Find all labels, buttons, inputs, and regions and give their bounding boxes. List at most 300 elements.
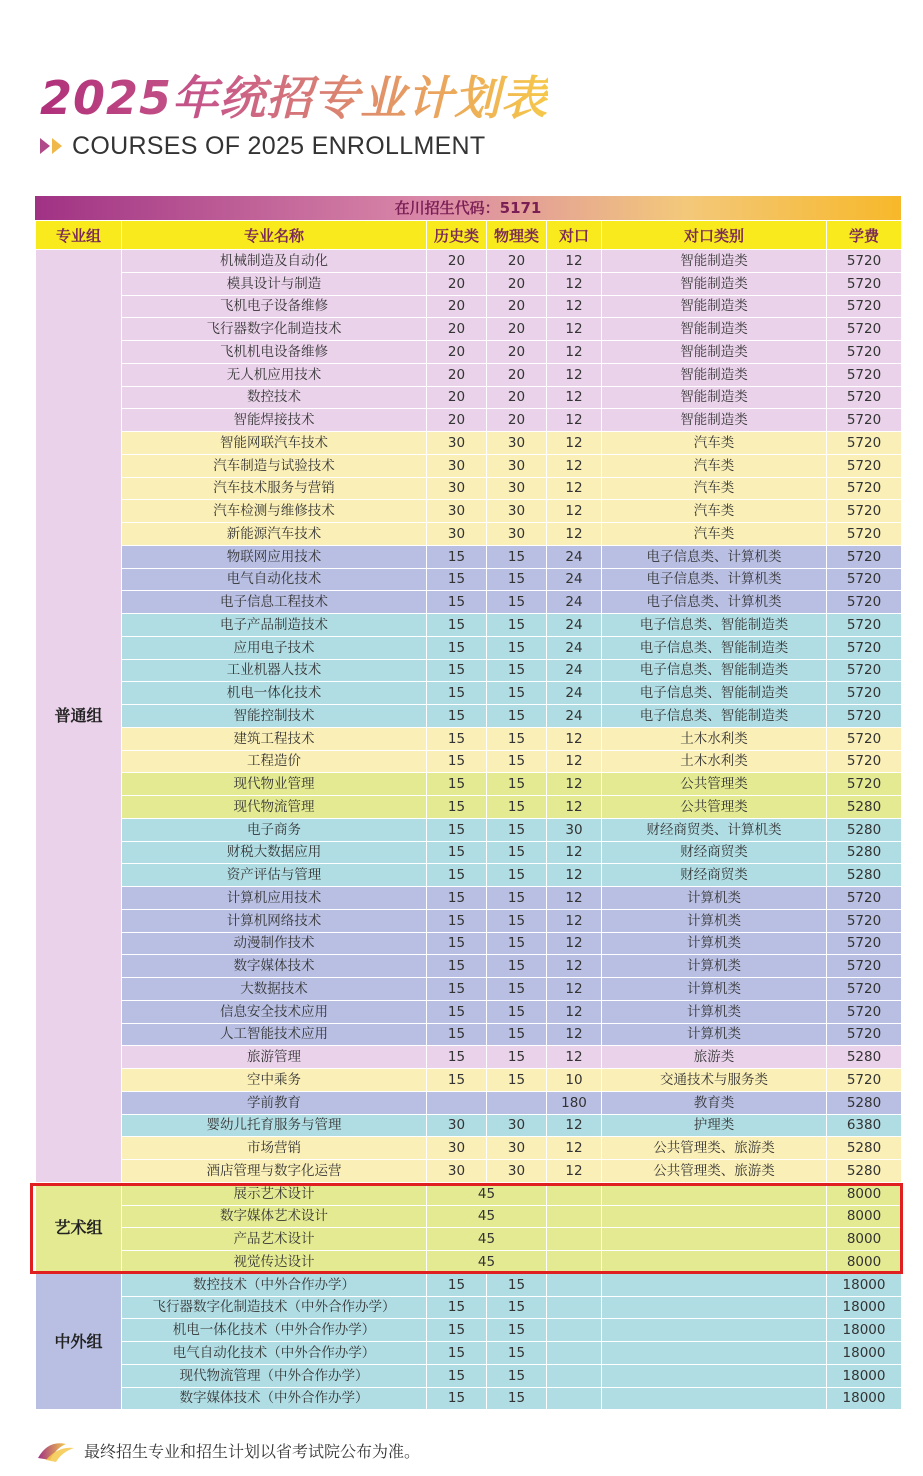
plan-count-cell: 45 <box>427 1205 547 1228</box>
duikou-cell: 12 <box>547 1137 602 1160</box>
physics-quota-cell: 15 <box>487 636 547 659</box>
tuition-cell: 5720 <box>827 636 902 659</box>
duikou-cell <box>547 1182 602 1205</box>
duikou-cell: 12 <box>547 1023 602 1046</box>
history-quota-cell: 30 <box>427 500 487 523</box>
major-name-cell: 机电一体化技术 <box>122 682 427 705</box>
tuition-cell: 5720 <box>827 432 902 455</box>
tuition-cell: 8000 <box>827 1205 902 1228</box>
major-name-cell: 电气自动化技术（中外合作办学） <box>122 1342 427 1365</box>
tuition-cell: 5280 <box>827 1160 902 1183</box>
duikou-category-cell: 电子信息类、计算机类 <box>602 545 827 568</box>
duikou-category-cell: 计算机类 <box>602 887 827 910</box>
tuition-cell: 6380 <box>827 1114 902 1137</box>
duikou-category-cell: 交通技术与服务类 <box>602 1069 827 1092</box>
history-quota-cell: 15 <box>427 1364 487 1387</box>
physics-quota-cell: 30 <box>487 477 547 500</box>
duikou-cell: 30 <box>547 818 602 841</box>
tuition-cell: 5720 <box>827 614 902 637</box>
table-row <box>36 1114 902 1137</box>
history-quota-cell: 15 <box>427 636 487 659</box>
table-row <box>36 955 902 978</box>
duikou-cell: 12 <box>547 909 602 932</box>
major-name-cell: 现代物流管理 <box>122 796 427 819</box>
history-quota-cell: 15 <box>427 773 487 796</box>
tuition-cell: 5720 <box>827 363 902 386</box>
major-name-cell: 电气自动化技术 <box>122 568 427 591</box>
tuition-cell: 5720 <box>827 295 902 318</box>
duikou-category-cell: 电子信息类、智能制造类 <box>602 636 827 659</box>
duikou-cell: 12 <box>547 955 602 978</box>
duikou-category-cell: 智能制造类 <box>602 250 827 273</box>
major-name-cell: 数控技术 <box>122 386 427 409</box>
tuition-cell: 5280 <box>827 841 902 864</box>
table-row <box>36 272 902 295</box>
major-name-cell: 汽车检测与维修技术 <box>122 500 427 523</box>
duikou-category-cell <box>602 1205 827 1228</box>
history-quota-cell <box>427 1091 487 1114</box>
major-name-cell: 婴幼儿托育服务与管理 <box>122 1114 427 1137</box>
duikou-cell <box>547 1364 602 1387</box>
history-quota-cell: 15 <box>427 614 487 637</box>
tuition-cell: 5720 <box>827 682 902 705</box>
duikou-category-cell <box>602 1251 827 1274</box>
table-row <box>36 1319 902 1342</box>
tuition-cell: 18000 <box>827 1387 902 1410</box>
major-name-cell: 工程造价 <box>122 750 427 773</box>
duikou-cell <box>547 1296 602 1319</box>
major-name-cell: 大数据技术 <box>122 978 427 1001</box>
tuition-cell: 5720 <box>827 727 902 750</box>
physics-quota-cell: 15 <box>487 1364 547 1387</box>
history-quota-cell: 20 <box>427 409 487 432</box>
duikou-category-cell: 汽车类 <box>602 454 827 477</box>
history-quota-cell: 30 <box>427 432 487 455</box>
tuition-cell: 5720 <box>827 591 902 614</box>
table-row <box>36 1342 902 1365</box>
major-name-cell: 汽车技术服务与营销 <box>122 477 427 500</box>
tuition-cell: 5720 <box>827 409 902 432</box>
major-name-cell: 电子产品制造技术 <box>122 614 427 637</box>
tuition-cell: 5280 <box>827 864 902 887</box>
duikou-category-cell: 汽车类 <box>602 477 827 500</box>
group-cell: 中外组 <box>36 1273 122 1410</box>
col-header: 对口 <box>547 221 602 250</box>
duikou-cell: 10 <box>547 1069 602 1092</box>
physics-quota-cell: 15 <box>487 887 547 910</box>
table-row <box>36 477 902 500</box>
duikou-category-cell: 汽车类 <box>602 500 827 523</box>
col-header: 学费 <box>827 221 902 250</box>
duikou-category-cell: 土木水利类 <box>602 727 827 750</box>
duikou-cell: 180 <box>547 1091 602 1114</box>
history-quota-cell: 15 <box>427 1319 487 1342</box>
tuition-cell: 5720 <box>827 272 902 295</box>
duikou-category-cell <box>602 1273 827 1296</box>
history-quota-cell: 15 <box>427 796 487 819</box>
tuition-cell: 8000 <box>827 1182 902 1205</box>
col-header: 对口类别 <box>602 221 827 250</box>
major-name-cell: 计算机网络技术 <box>122 909 427 932</box>
history-quota-cell: 30 <box>427 454 487 477</box>
history-quota-cell: 15 <box>427 1023 487 1046</box>
major-name-cell: 工业机器人技术 <box>122 659 427 682</box>
table-row <box>36 1364 902 1387</box>
duikou-category-cell: 智能制造类 <box>602 295 827 318</box>
ribbon-logo-icon <box>36 1436 76 1464</box>
history-quota-cell: 30 <box>427 1114 487 1137</box>
plan-count-cell: 45 <box>427 1251 547 1274</box>
table-row <box>36 1228 902 1251</box>
major-name-cell: 飞机机电设备维修 <box>122 341 427 364</box>
physics-quota-cell: 15 <box>487 909 547 932</box>
duikou-cell: 24 <box>547 659 602 682</box>
duikou-cell: 12 <box>547 727 602 750</box>
duikou-cell <box>547 1273 602 1296</box>
tuition-cell: 5720 <box>827 341 902 364</box>
table-row <box>36 432 902 455</box>
major-name-cell: 酒店管理与数字化运营 <box>122 1160 427 1183</box>
tuition-cell: 5720 <box>827 705 902 728</box>
table-row <box>36 978 902 1001</box>
major-name-cell: 智能焊接技术 <box>122 409 427 432</box>
physics-quota-cell: 15 <box>487 614 547 637</box>
history-quota-cell: 15 <box>427 1296 487 1319</box>
table-row <box>36 614 902 637</box>
duikou-category-cell <box>602 1364 827 1387</box>
major-name-cell: 数字媒体技术（中外合作办学） <box>122 1387 427 1410</box>
duikou-cell: 12 <box>547 750 602 773</box>
major-name-cell: 空中乘务 <box>122 1069 427 1092</box>
table-row <box>36 682 902 705</box>
history-quota-cell: 20 <box>427 272 487 295</box>
major-name-cell: 电子信息工程技术 <box>122 591 427 614</box>
duikou-category-cell: 智能制造类 <box>602 318 827 341</box>
duikou-category-cell <box>602 1182 827 1205</box>
duikou-category-cell: 电子信息类、智能制造类 <box>602 682 827 705</box>
history-quota-cell: 15 <box>427 818 487 841</box>
table-row <box>36 841 902 864</box>
major-name-cell: 汽车制造与试验技术 <box>122 454 427 477</box>
history-quota-cell: 15 <box>427 955 487 978</box>
table-row <box>36 750 902 773</box>
duikou-cell: 24 <box>547 614 602 637</box>
table-row <box>36 887 902 910</box>
major-name-cell: 动漫制作技术 <box>122 932 427 955</box>
tuition-cell: 8000 <box>827 1228 902 1251</box>
table-row <box>36 1205 902 1228</box>
major-name-cell: 学前教育 <box>122 1091 427 1114</box>
physics-quota-cell: 15 <box>487 818 547 841</box>
major-name-cell: 数字媒体艺术设计 <box>122 1205 427 1228</box>
duikou-cell: 12 <box>547 1114 602 1137</box>
major-name-cell: 机械制造及自动化 <box>122 250 427 273</box>
physics-quota-cell: 15 <box>487 1387 547 1410</box>
duikou-category-cell: 公共管理类 <box>602 773 827 796</box>
tuition-cell: 5720 <box>827 250 902 273</box>
physics-quota-cell: 15 <box>487 978 547 1001</box>
duikou-cell: 12 <box>547 432 602 455</box>
history-quota-cell: 15 <box>427 1273 487 1296</box>
tuition-cell: 5280 <box>827 1137 902 1160</box>
enrollment-table <box>35 196 901 1410</box>
duikou-cell: 12 <box>547 1000 602 1023</box>
table-row <box>36 636 902 659</box>
major-name-cell: 数控技术（中外合作办学） <box>122 1273 427 1296</box>
duikou-cell: 12 <box>547 500 602 523</box>
history-quota-cell: 15 <box>427 909 487 932</box>
duikou-cell: 12 <box>547 773 602 796</box>
tuition-cell: 5720 <box>827 773 902 796</box>
duikou-category-cell <box>602 1228 827 1251</box>
table-row <box>36 295 902 318</box>
physics-quota-cell: 30 <box>487 1137 547 1160</box>
major-name-cell: 应用电子技术 <box>122 636 427 659</box>
physics-quota-cell: 30 <box>487 1114 547 1137</box>
duikou-category-cell: 智能制造类 <box>602 272 827 295</box>
major-name-cell: 旅游管理 <box>122 1046 427 1069</box>
physics-quota-cell: 15 <box>487 932 547 955</box>
table-row <box>36 341 902 364</box>
major-name-cell: 数字媒体技术 <box>122 955 427 978</box>
duikou-cell: 12 <box>547 386 602 409</box>
history-quota-cell: 15 <box>427 978 487 1001</box>
table-row <box>36 818 902 841</box>
duikou-category-cell <box>602 1319 827 1342</box>
physics-quota-cell: 20 <box>487 318 547 341</box>
tuition-cell: 18000 <box>827 1319 902 1342</box>
tuition-cell: 5720 <box>827 955 902 978</box>
tuition-cell: 5720 <box>827 1000 902 1023</box>
duikou-cell: 24 <box>547 545 602 568</box>
duikou-category-cell: 土木水利类 <box>602 750 827 773</box>
tuition-cell: 5720 <box>827 545 902 568</box>
page-subtitle <box>40 130 485 162</box>
history-quota-cell: 20 <box>427 295 487 318</box>
history-quota-cell: 15 <box>427 841 487 864</box>
tuition-cell: 5720 <box>827 659 902 682</box>
physics-quota-cell: 15 <box>487 1069 547 1092</box>
duikou-category-cell: 智能制造类 <box>602 409 827 432</box>
duikou-cell: 12 <box>547 932 602 955</box>
tuition-cell: 5720 <box>827 386 902 409</box>
tuition-cell: 5720 <box>827 750 902 773</box>
physics-quota-cell <box>487 1091 547 1114</box>
footer-note: 最终招生专业和招生计划以省考试院公布为准。 <box>84 1441 421 1461</box>
duikou-category-cell: 汽车类 <box>602 523 827 546</box>
history-quota-cell: 15 <box>427 568 487 591</box>
tuition-cell: 5720 <box>827 500 902 523</box>
table-row <box>36 909 902 932</box>
table-row <box>36 864 902 887</box>
table-row <box>36 1251 902 1274</box>
duikou-cell: 12 <box>547 1160 602 1183</box>
major-name-cell: 信息安全技术应用 <box>122 1000 427 1023</box>
table-row <box>36 1387 902 1410</box>
major-name-cell: 飞行器数字化制造技术 <box>122 318 427 341</box>
physics-quota-cell: 15 <box>487 705 547 728</box>
duikou-category-cell: 计算机类 <box>602 1023 827 1046</box>
major-name-cell: 产品艺术设计 <box>122 1228 427 1251</box>
physics-quota-cell: 20 <box>487 341 547 364</box>
table-row <box>36 1296 902 1319</box>
table-row <box>36 773 902 796</box>
major-name-cell: 电子商务 <box>122 818 427 841</box>
table-row <box>36 523 902 546</box>
duikou-cell: 12 <box>547 272 602 295</box>
duikou-cell: 24 <box>547 682 602 705</box>
duikou-category-cell: 公共管理类 <box>602 796 827 819</box>
table-row <box>36 363 902 386</box>
history-quota-cell: 15 <box>427 591 487 614</box>
major-name-cell: 飞机电子设备维修 <box>122 295 427 318</box>
duikou-category-cell: 公共管理类、旅游类 <box>602 1137 827 1160</box>
table-row <box>36 727 902 750</box>
duikou-category-cell: 计算机类 <box>602 909 827 932</box>
duikou-cell: 12 <box>547 887 602 910</box>
duikou-category-cell: 计算机类 <box>602 1000 827 1023</box>
duikou-category-cell: 智能制造类 <box>602 341 827 364</box>
physics-quota-cell: 15 <box>487 1296 547 1319</box>
duikou-category-cell: 计算机类 <box>602 955 827 978</box>
history-quota-cell: 20 <box>427 250 487 273</box>
physics-quota-cell: 15 <box>487 591 547 614</box>
major-name-cell: 现代物流管理（中外合作办学） <box>122 1364 427 1387</box>
physics-quota-cell: 15 <box>487 955 547 978</box>
duikou-cell: 12 <box>547 454 602 477</box>
page-title: 2025年统招专业计划表 <box>40 68 548 128</box>
duikou-cell <box>547 1205 602 1228</box>
major-name-cell: 计算机应用技术 <box>122 887 427 910</box>
double-chevron-icon <box>40 138 64 154</box>
duikou-category-cell: 电子信息类、智能制造类 <box>602 659 827 682</box>
physics-quota-cell: 30 <box>487 454 547 477</box>
table-row <box>36 1023 902 1046</box>
major-name-cell: 财税大数据应用 <box>122 841 427 864</box>
history-quota-cell: 20 <box>427 341 487 364</box>
physics-quota-cell: 15 <box>487 545 547 568</box>
duikou-category-cell <box>602 1342 827 1365</box>
physics-quota-cell: 30 <box>487 523 547 546</box>
duikou-category-cell: 电子信息类、计算机类 <box>602 591 827 614</box>
physics-quota-cell: 15 <box>487 1046 547 1069</box>
duikou-category-cell <box>602 1296 827 1319</box>
table-row <box>36 1000 902 1023</box>
physics-quota-cell: 15 <box>487 796 547 819</box>
duikou-cell: 12 <box>547 978 602 1001</box>
plan-count-cell: 45 <box>427 1182 547 1205</box>
tuition-cell: 8000 <box>827 1251 902 1274</box>
table-row <box>36 545 902 568</box>
duikou-category-cell: 教育类 <box>602 1091 827 1114</box>
physics-quota-cell: 20 <box>487 295 547 318</box>
major-name-cell: 物联网应用技术 <box>122 545 427 568</box>
physics-quota-cell: 15 <box>487 773 547 796</box>
history-quota-cell: 30 <box>427 477 487 500</box>
physics-quota-cell: 15 <box>487 568 547 591</box>
history-quota-cell: 20 <box>427 363 487 386</box>
col-header: 专业名称 <box>122 221 427 250</box>
duikou-cell: 12 <box>547 796 602 819</box>
major-name-cell: 资产评估与管理 <box>122 864 427 887</box>
duikou-cell: 12 <box>547 363 602 386</box>
group-cell: 艺术组 <box>36 1182 122 1273</box>
major-name-cell: 人工智能技术应用 <box>122 1023 427 1046</box>
physics-quota-cell: 20 <box>487 250 547 273</box>
group-cell: 普通组 <box>36 250 122 1183</box>
duikou-cell: 12 <box>547 841 602 864</box>
major-name-cell: 智能网联汽车技术 <box>122 432 427 455</box>
table-row <box>36 454 902 477</box>
history-quota-cell: 30 <box>427 523 487 546</box>
enrollment-code-bar: 在川招生代码：5171 <box>35 196 901 220</box>
tuition-cell: 18000 <box>827 1342 902 1365</box>
col-header: 专业组 <box>36 221 122 250</box>
major-name-cell: 新能源汽车技术 <box>122 523 427 546</box>
duikou-cell: 12 <box>547 409 602 432</box>
tuition-cell: 5720 <box>827 477 902 500</box>
table-row <box>36 932 902 955</box>
tuition-cell: 5720 <box>827 318 902 341</box>
tuition-cell: 5280 <box>827 796 902 819</box>
tuition-cell: 5720 <box>827 523 902 546</box>
table-row <box>36 1137 902 1160</box>
physics-quota-cell: 15 <box>487 1342 547 1365</box>
duikou-category-cell: 电子信息类、计算机类 <box>602 568 827 591</box>
history-quota-cell: 15 <box>427 705 487 728</box>
history-quota-cell: 15 <box>427 864 487 887</box>
table-header-row <box>36 221 902 250</box>
major-name-cell: 市场营销 <box>122 1137 427 1160</box>
history-quota-cell: 15 <box>427 545 487 568</box>
major-name-cell: 建筑工程技术 <box>122 727 427 750</box>
history-quota-cell: 15 <box>427 750 487 773</box>
physics-quota-cell: 30 <box>487 1160 547 1183</box>
table-row <box>36 1273 902 1296</box>
tuition-cell: 5720 <box>827 909 902 932</box>
physics-quota-cell: 30 <box>487 500 547 523</box>
tuition-cell: 5720 <box>827 568 902 591</box>
duikou-category-cell: 计算机类 <box>602 978 827 1001</box>
duikou-cell <box>547 1251 602 1274</box>
duikou-cell: 24 <box>547 705 602 728</box>
physics-quota-cell: 15 <box>487 1023 547 1046</box>
major-name-cell: 智能控制技术 <box>122 705 427 728</box>
major-name-cell: 视觉传达设计 <box>122 1251 427 1274</box>
duikou-category-cell: 计算机类 <box>602 932 827 955</box>
tuition-cell: 5280 <box>827 1091 902 1114</box>
history-quota-cell: 15 <box>427 1069 487 1092</box>
tuition-cell: 5280 <box>827 818 902 841</box>
duikou-cell <box>547 1319 602 1342</box>
physics-quota-cell: 15 <box>487 841 547 864</box>
duikou-cell <box>547 1342 602 1365</box>
duikou-category-cell: 财经商贸类 <box>602 864 827 887</box>
physics-quota-cell: 20 <box>487 409 547 432</box>
physics-quota-cell: 20 <box>487 272 547 295</box>
subtitle-text: COURSES OF 2025 ENROLLMENT <box>72 131 486 160</box>
physics-quota-cell: 15 <box>487 659 547 682</box>
duikou-category-cell: 财经商贸类 <box>602 841 827 864</box>
table-row <box>36 500 902 523</box>
table-row <box>36 386 902 409</box>
history-quota-cell: 15 <box>427 727 487 750</box>
duikou-cell: 24 <box>547 568 602 591</box>
table-row <box>36 705 902 728</box>
major-name-cell: 现代物业管理 <box>122 773 427 796</box>
duikou-category-cell: 电子信息类、智能制造类 <box>602 614 827 637</box>
table-row <box>36 1160 902 1183</box>
